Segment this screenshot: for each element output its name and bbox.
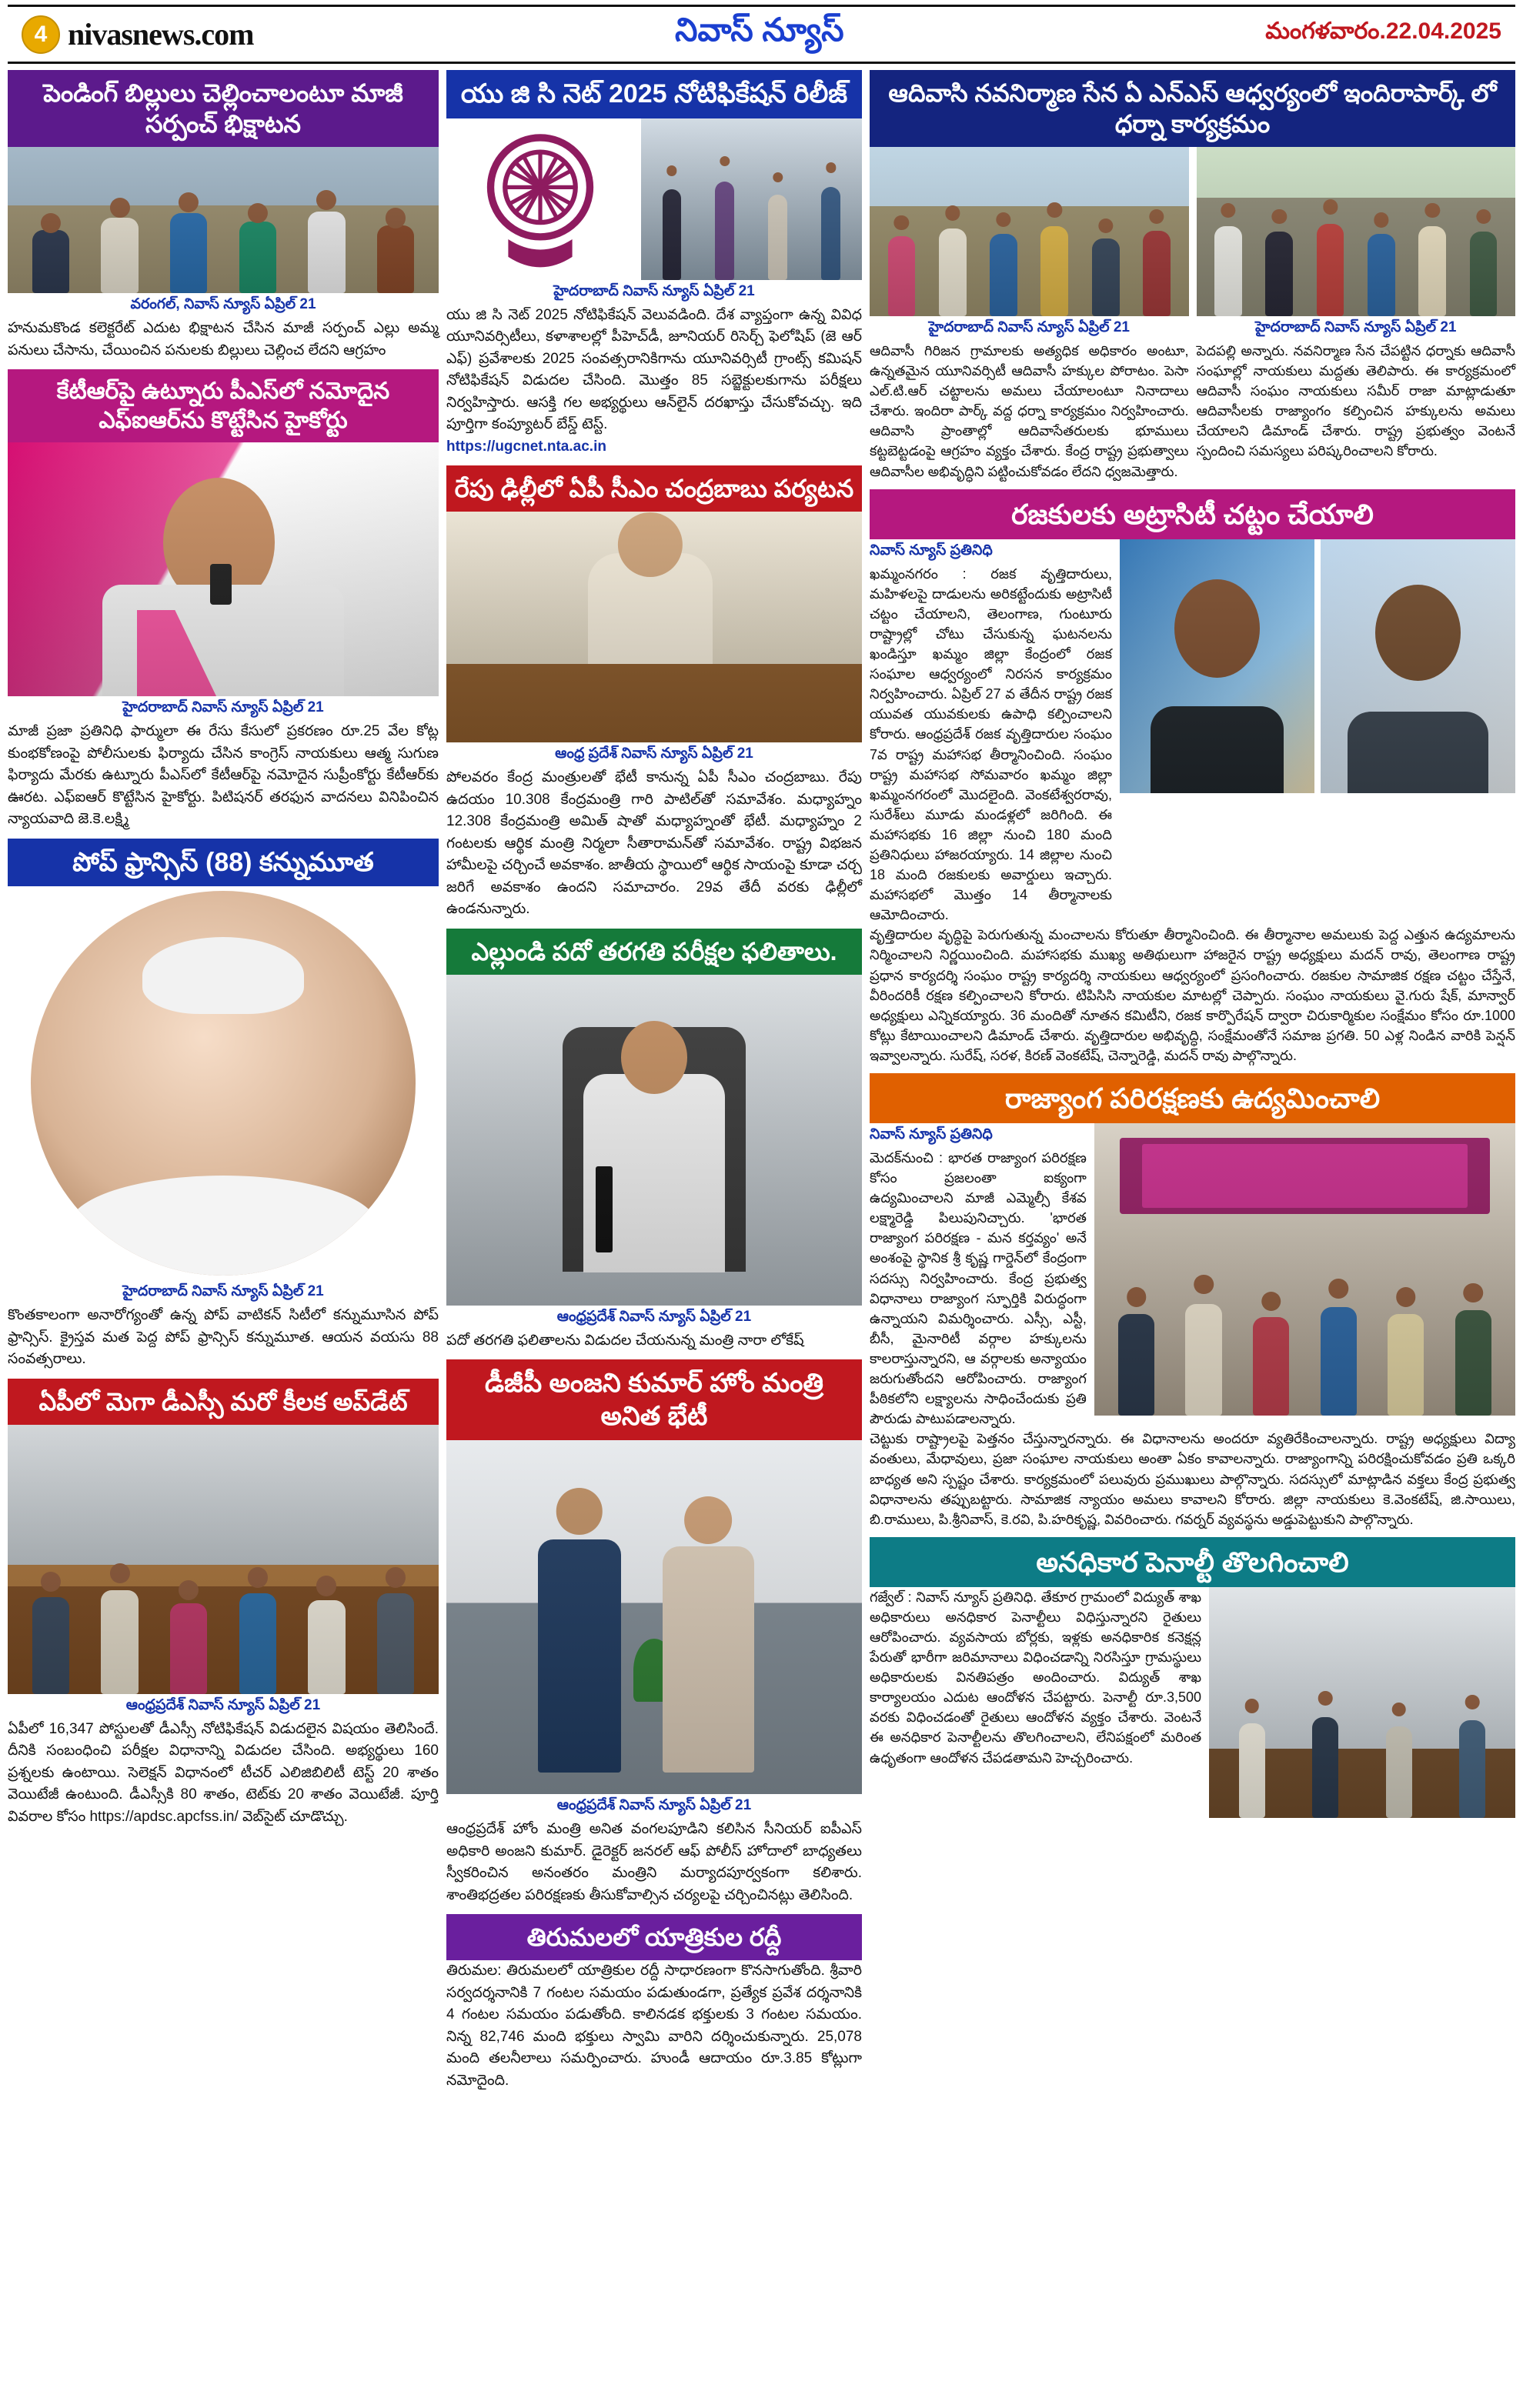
newspaper-page: [0, 5, 1523, 2107]
rajaka-text-left: [870, 539, 1112, 926]
ugc-emblem-icon: [446, 118, 635, 280]
page-columns: [0, 64, 1523, 2107]
headline-cbn-delhi: రేపు ఢిల్లీలో ఏపీ సీఎం చంద్రబాబు పర్యటన: [446, 465, 862, 512]
penalty-top: [870, 1587, 1515, 1818]
photo-pope: [31, 891, 416, 1276]
photo-rajaka-person-2: [1321, 539, 1515, 793]
link-ugcnet[interactable]: https://ugcnet.nta.ac.in: [446, 438, 606, 455]
caption-tenth-results: ఆంధ్రప్రదేశ్ నివాస్ న్యూస్ ఏప్రిల్ 21: [556, 1308, 752, 1325]
column-2: [446, 70, 862, 2092]
body-tenth-results: పదో తరగతి ఫలితాలను విడుదల చేయనున్న మంత్రి నారా లోకేష్: [446, 1332, 804, 1349]
headline-dgp-meeting: డీజీపీ అంజని కుమార్ హోం మంత్రి అనిత భేటీ: [446, 1359, 862, 1440]
body-tirumala-rush: తిరుమల: తిరుమలలో యాత్రికుల రద్దీ సాధారణంగా కొనసాగుతోంది. శ్రీవారి సర్వదర్శనానికి 7 గంటల సమయం పడుతుండగా, ప్రత్యేక ప్రవేశ దర్శనానికి 4 గంటల సమయం పడుతోంది. కాలినడక భక్తులకు 3 గంటల సమయం. నిన్న 82,746 మంది భక్తులు స్వామి వారిని దర్శించుకున్నారు. 25,078 మంది తలనీలాలు సమర్పించారు. హుండీ ఆదాయం రూ.3.85 కోట్లుగా నమోదైంది.: [446, 1963, 862, 2089]
photo-dharna-group: [1197, 147, 1516, 316]
body-adivasi-left: ఆదివాసీ గిరిజన గ్రామాలకు అత్యధిక అధికారం అంటూ, ఉన్నతమైన యూనివర్సిటీ ఆదివాసీ హక్కుల పోరాటం. పెసా ఎల్.టి.ఆర్ చట్టాలను అమలు చేయాలంటూ నినాదాలు చేశారు. ఇందిరా పార్క్ వద్ద ధర్నా కార్యక్రమం నిర్వహించారు. ఆదివాసి ప్రాంతాల్లో ఆదివాసేతరులకు భూములు కట్టబెట్టడంపై ఆగ్రహం వ్యక్తం చేశారు. కేంద్ర రాష్ట్ర ప్రభుత్వాలు ఆదివాసీల అభివృద్ధిని పట్టించుకోవడం లేదని ధ్వజమెత్తారు.: [870, 343, 1189, 479]
headline-ap-mega-dsc: ఏపీలో మెగా డీఎస్సీ మరో కీలక అప్‌డేట్: [8, 1379, 439, 1425]
headline-rajaka-act: రజకులకు అట్రాసిటీ చట్టం చేయాలి: [870, 489, 1515, 539]
headline-pope-francis: పోప్ ఫ్రాన్సిస్ (88) కన్నుమూత: [8, 839, 439, 887]
body-rajaka-right: వృత్తిదారుల వృద్ధిపై పెరుగుతున్న మంచాలను కోరుతూ తీర్మానించింది. ఈ తీర్మానాల అమలుకు పెద్ద ఎత్తున ఉద్యమాలను నిర్మించాలని నిర్ణయించింది. మహాసభకు ముఖ్య అతిథులుగా హాజరైన రాష్ట్ర అధ్యక్షులు మదన్ రావు, తెలంగాణ రాష్ట్ర ప్రధాన కార్యదర్శి సంఘం రాష్ట్ర కార్యదర్శి నాయకులు ఆధ్వర్యంలో ప్రసంగించారు. రజకుల సామాజిక రక్షణ చట్టం చేస్తేనే, వీరిందరికీ రక్షణ కల్పించాలని కోరారు. టిపిసిసి నాయకుల మాటల్లో చెప్పారు. సంఘం నాయకులు వై.గురు షేక్, మాన్వార్ అధ్యక్షులు ఎన్నికయ్యారు. 36 మందితో నూతన కమిటీని, రజక కార్పొరేషన్ ద్వారా చిరుకార్మికుల సంక్షేమం కోసం రూ.1000 కోట్లు కేటాయించాలని డిమాండ్ చేశారు. వృత్తిదారుల అభివృద్ధి, సంక్షేమంతోనే సమాజ ప్రగతి. 50 ఎళ్ల నిండిన వారికి పెన్షన్ ఇవ్వాలన్నారు. సురేష్, సరళ, కిరణ్ వెంకటేష్, చెన్నారెడ్డి, మదన్ రావు పాల్గొన్నారు.: [870, 927, 1515, 1063]
byline-constitution: నివాస్ న్యూస్ ప్రతినిధి: [870, 1126, 993, 1142]
issue-date: మంగళవారం.22.04.2025: [1265, 18, 1501, 44]
column-3: [870, 70, 1515, 2092]
article-pope-francis: [8, 839, 439, 1371]
headline-tirumala-rush: తిరుమలలో యాత్రికుల రద్దీ: [446, 1914, 862, 1960]
photo-students: [641, 118, 862, 280]
photo-lokesh-presser: [446, 975, 862, 1306]
body-dgp-meeting: ఆంధ్రప్రదేశ్ హోం మంత్రి అనిత వంగలపూడిని కలిసిన సీనియర్ ఐపీఎస్ అధికారి అంజని కుమార్. డైరెక్టర్ జనరల్ ఆఫ్ పోలీస్ హోదాలో బాధ్యతలు స్వీకరించిన అనంతరం మంత్రిని మర్యాదపూర్వకంగా కలిశారు. శాంతిభద్రతల పరిరక్షణకు తీసుకోవాల్సిన చర్యలపై చర్చించినట్లు తెలిసింది.: [446, 1821, 862, 1903]
constitution-photos: [1094, 1123, 1515, 1416]
photo-pair-adivasi: [870, 147, 1515, 316]
page-number-badge: 4: [22, 15, 60, 54]
photo-ugc-net: [446, 118, 862, 280]
column-1: [8, 70, 439, 2092]
photo-pope-wrap: [8, 886, 439, 1280]
photo-ktr: [8, 442, 439, 696]
paper-title: నివాస్ న్యూస్: [675, 12, 844, 48]
article-ktr-fir: [8, 369, 439, 831]
body-penalty: గజ్వేల్ : నివాస్ న్యూస్ ప్రతినిధి. తేకూర గ్రామంలో విద్యుత్ శాఖ అధికారులు అనధికార పెనాల్టీలు విధిస్తున్నారని రైతులు ఆరోపించారు. వ్యవసాయ బోర్లకు, ఇళ్లకు అనధికారిక కనెక్షన్ల పేరుతో భారీగా జరిమానాలు విధించడాన్ని నిరసిస్తూ గ్రామస్థులు అధికారులకు వినతిపత్రం అందించారు. విద్యుత్ శాఖ కార్యాలయం ఎదుట ఆందోళన చేపట్టారు. పెనాల్టీ రూ.3,500 వరకు విధించడంతో రైతులు ఆందోళన వ్యక్తం చేశారు. వెంటనే ఈ అనధికార పెనాల్టీలను తొలగించాలని, లేనిపక్షంలో మరింత ఉధృతంగా ఆందోళన చేపడతామని హెచ్చరించారు.: [870, 1589, 1202, 1766]
headline-tenth-results: ఎల్లుండి పదో తరగతి పరీక్షల ఫలితాలు.: [446, 929, 862, 975]
adivasi-bodies: [870, 341, 1515, 482]
caption-pending-bills: వరంగల్, నివాస్ న్యూస్ ఏప్రిల్ 21: [130, 296, 316, 312]
constitution-top: [870, 1123, 1515, 1429]
caption-ugc-net: హైదరాబాద్ నివాస్ న్యూస్ ఏప్రిల్ 21: [553, 282, 755, 299]
photo-office-meeting: [1209, 1587, 1515, 1818]
article-tenth-results: [446, 929, 862, 1352]
article-penalty: [870, 1537, 1515, 1818]
caption-dgp-meeting: ఆంధ్రప్రదేశ్ నివాస్ న్యూస్ ఏప్రిల్ 21: [556, 1797, 752, 1813]
photo-dharna-crowd: [870, 147, 1189, 316]
caption-ktr-fir: హైదరాబాద్ నివాస్ న్యూస్ ఏప్రిల్ 21: [122, 699, 324, 715]
body-cbn-delhi: పోలవరం కేంద్ర మంత్రులతో భేటీ కానున్న ఏపీ సీఎం చంద్రబాబు. రేపు ఉదయం 10.308 కేంద్రమంత్రి గారి పాటిల్‌తో సమావేశం. మధ్యాహ్నం 12.308 కేంద్రమంత్రి అమిత్ షాతో మధ్యాహ్నంతో భేటీ. మధ్యాహ్నం 2 గంటలకు ఆర్థిక మంత్రి నిర్మలా సీతారామన్‌తో సమావేశం. రాష్ట్ర విభజన హామీలపై చర్చించే అవకాశం. జాతీయ స్థాయిలో ఆర్థిక సాయంపై కూడా చర్చ జరిగే అవకాశం ఉందని సమాచారం. 29వ తేదీ వరకు ఢిల్లీలో ఉండనున్నారు.: [446, 769, 862, 917]
site-name[interactable]: nivasnews.com: [68, 17, 254, 52]
caption-pope-francis: హైదరాబాద్ నివాస్ న్యూస్ ఏప్రిల్ 21: [122, 1283, 324, 1299]
body-ktr-fir: మాజీ ప్రజా ప్రతినిధి ఫార్ములా ఈ రేసు కేసులో ప్రకరణం రూ.25 వేల కోట్ల కుంభకోణంపై పోలీసులకు ఫిర్యాదు చేసిన కాంగ్రెస్ నాయకులు ఆత్మ సుగుణ ఫిర్యాదు మేరకు ఉట్నూరు పీఎస్‌లో కేటీఆర్‌పై నమోదైన సుప్రీంకోర్టు కేటీఆర్‌కు ఊరట. ఎఫ్ఐఆర్ కొట్టేసిన హైకోర్టు. పిటిషనర్ తరఫున వాదనలు వినిపించిన న్యాయవాది జె.కె.లక్ష్మి: [8, 723, 439, 827]
rajaka-photos: [1120, 539, 1515, 793]
caption-ap-mega-dsc: ఆంధ్రప్రదేశ్ నివాస్ న్యూస్ ఏప్రిల్ 21: [125, 1696, 321, 1713]
photo-dgp-meeting: [446, 1440, 862, 1794]
masthead: [8, 5, 1515, 64]
article-rajaka-act: [870, 489, 1515, 1066]
adivasi-captions: [870, 316, 1515, 341]
article-adivasi-dharna: [870, 70, 1515, 482]
article-cbn-delhi: [446, 465, 862, 921]
caption-adivasi-left: హైదరాబాద్ నివాస్ న్యూస్ ఏప్రిల్ 21: [928, 319, 1130, 335]
body-constitution-left: మెదక్‌నుంచి : భారత రాజ్యాంగ పరిరక్షణ కోసం ప్రజలంతా ఐక్యంగా ఉద్యమించాలని మాజీ ఎమ్మెల్సీ కేశవ లక్ష్మారెడ్డి పిలుపునిచ్చారు. 'భారత రాజ్యాంగ పరిరక్షణ - మన కర్తవ్యం' అనే అంశంపై స్థానిక శ్రీ కృష్ణ గార్డెన్‌లో కేంద్రంగా సదస్సు నిర్వహించారు. కేంద్ర ప్రభుత్వ విధానాలు రాజ్యాంగ స్ఫూర్తికి విరుద్ధంగా ఉన్నాయని విమర్శించారు. ఎస్సీ, ఎస్టీ, బీసీ, మైనారిటీ వర్గాల హక్కులను కాలరాస్తున్నారని, ఆ వర్గాలకు అన్యాయం జరుగుతోందని ఆరోపించారు. రాజ్యాంగ పీఠికలోని లక్ష్యాలను సాధించేందుకు ప్రతి పౌరుడు పాటుపడాలన్నారు.: [870, 1150, 1087, 1427]
masthead-left: [22, 15, 253, 54]
body-constitution-right: చెట్టుకు రాష్ట్రాలపై పెత్తనం చేస్తున్నారన్నారు. ఈ విధానాలను అందరూ వ్యతిరేకించాలన్నారు. రాష్ట్ర అధ్యక్షులు విద్యా వంతులు, మేధావులు, ప్రజా సంఘాల నాయకులు అంతా ఏకం కావాలన్నారు. రాజ్యాంగాన్ని పరిరక్షించుకోవడం ప్రతి ఒక్కరి బాధ్యత అని స్పష్టం చేశారు. కార్యక్రమంలో పలువురు ప్రముఖులు పాల్గొన్నారు. సదస్సులో మాట్లాడిన వక్తలు కేంద్ర ప్రభుత్వ విధానాలను తప్పుబట్టారు. సామాజిక న్యాయం అమలు కావాలని కోరారు. జిల్లా నాయకులు కె.వెంకటేష్, జి.సాయిలు, బి.రాములు, పి.శ్రీనివాస్, కె.రవి, పి.హరికృష్ణ, వివరించారు. గవర్నర్ వ్యవస్థను అడ్డుపెట్టుకుని పాల్గొన్నారు.: [870, 1431, 1515, 1527]
body-pending-bills: హనుమకొండ కలెక్టరేట్ ఎదుట భిక్షాటన చేసిన మాజీ సర్పంచ్ ఎల్లు అమ్మ పనులు చేసాను, చేయించిన పనులకు బిల్లులు చెల్లించ లేదని ఆగ్రహం: [8, 320, 439, 359]
penalty-photo-wrap: [1209, 1587, 1515, 1818]
headline-ugc-net: యు జి సి నెట్ 2025 నోటిఫికేషన్ రిలీజ్: [446, 70, 862, 118]
body-rajaka-left: ఖమ్మంనగరం : రజక వృత్తిదారులు, మహిళలపై దాడులను అరికట్టేందుకు అట్రాసిటీ చట్టం చేయాలని, తెలంగాణ, గుంటూరు రాష్ట్రాల్లో చోటు చేసుకున్న ఘటనలను ఖండిస్తూ ఖమ్మం జిల్లా కేంద్రంలో రజక సంఘాల ఆధ్వర్యంలో నిరసన కార్యక్రమం నిర్వహించారు. ఏప్రిల్ 27 వ తేదీన రాష్ట్ర రజక యువత యువకులకు ఉపాధి కల్పించాలని కోరారు. ఆంధ్రప్రదేశ్ రజక వృత్తిదారుల సంఘం 7వ రాష్ట్ర మహాసభ తీర్మానించింది. సంఘం రాష్ట్ర మహాసభ సోమవారం ఖమ్మం జిల్లా ఖమ్మంనగరంలో మొదలైంది. వెంకటేశ్వరరావు, సురేశ్‌లు మూడు మండళ్లలో జరిగింది. ఈ మహాసభకు 16 జిల్లా నుంచి 180 మంది ప్రతినిధులు హాజరయ్యారు. 14 జిల్లాల నుంచి 18 మంది రజకులకు అవార్డులు ఇచ్చారు. మహాసభలో మొత్తం 14 తీర్మానాలకు ఆమోదించారు.: [870, 565, 1113, 923]
article-ugc-net: [446, 70, 862, 458]
body-adivasi-right: పెదపల్లి అన్నారు. నవనిర్మాణ సేన చేపట్టిన ధర్నాకు ఆదివాసీ సంఘాల్లో నాయకులు మద్దతు తెలిపారు. ఈ కార్యక్రమంలో ఆదివాసీ సంఘం నాయకులు సమీర్ రాజా మాట్లాడుతూ ఆదివాసీలకు రాజ్యాంగం కల్పించిన హక్కులను అమలు చేయాలని డిమాండ్ చేశారు. రాష్ట్ర ప్రభుత్వం వెంటనే స్పందించి సమస్యలు పరిష్కరించాలని కోరారు.: [1196, 343, 1515, 459]
body-ap-mega-dsc: ఏపీలో 16,347 పోస్టులతో డీఎస్సీ నోటిఫికేషన్ విడుదలైన విషయం తెలిసిందే. దీనికి సంబంధించి పరీక్షల విధానాన్ని విడుదల చేసింది. అభ్యర్థులు 160 ప్రశ్నలకు ఉంటాయి. సెలెక్షన్ విధానంలో టీచర్ ఎలిజిబిలిటీ టెస్ట్ 20 శాతం వెయిటేజీ ఉంటుంది. డీఎస్సీకి 80 శాతం, టెట్‌కు 20 శాతం వెయిటేజీ. పూర్తి వివరాల కోసం https://apdsc.apcfss.in/ వెబ్‌సైట్ చూడొచ్చు.: [8, 1720, 439, 1825]
article-dgp-meeting: [446, 1359, 862, 1906]
byline-rajaka: నివాస్ న్యూస్ ప్రతినిధి: [870, 542, 993, 559]
photo-exam-hall: [8, 1425, 439, 1694]
article-constitution: [870, 1073, 1515, 1529]
article-tirumala-rush: [446, 1914, 862, 2092]
article-ap-mega-dsc: [8, 1379, 439, 1829]
photo-chandrababu: [446, 512, 862, 742]
body-ugc-net: యు జి సి నెట్ 2025 నోటిఫికేషన్ వెలువడింది. దేశ వ్యాప్తంగా ఉన్న వివిధ యూనివర్సిటీలు, కళాశాలల్లో పీహెచ్‌డీ, జూనియర్ రిసెర్చ్ ఫెలోషిప్ (జె ఆర్ ఎఫ్) ప్రవేశాలకు 2025 సంవత్సరానికిగాను యూనివర్సిటీ గ్రాంట్స్ కమిషన్ నోటిఫికేషన్ విడుదల చేసింది. మొత్తం 85 సబ్జెక్టులకుగాను పరీక్షలు నిర్వహిస్తారు. ఆసక్తి గల అభ్యర్థులు ఆన్‌లైన్ దరఖాస్తు చేసుకోవచ్చు. ఇది పూర్తిగా కంప్యూటర్ బేస్డ్ టెస్ట్.: [446, 306, 862, 432]
caption-cbn-delhi: ఆంధ్ర ప్రదేశ్ నివాస్ న్యూస్ ఏప్రిల్ 21: [555, 745, 753, 762]
headline-ktr-fir: కేటీఆర్‌పై ఉట్నూరు పీఎస్‌లో నమోదైన ఎఫ్ఐఆర్‌ను కొట్టేసిన హైకోర్టు: [8, 369, 439, 442]
headline-pending-bills: పెండింగ్ బిల్లులు చెల్లించాలంటూ మాజీ సర్పంచ్ భిక్షాటన: [8, 70, 439, 147]
rajaka-top: [870, 539, 1515, 926]
constitution-text-left: [870, 1123, 1087, 1429]
photo-sarpanch-protest: [8, 147, 439, 293]
headline-constitution: రాజ్యాంగ పరిరక్షణకు ఉద్యమించాలి: [870, 1073, 1515, 1123]
body-pope-francis: కొంతకాలంగా అనారోగ్యంతో ఉన్న పోప్ వాటికన్ సిటీలో కన్నుమూసిన పోప్ ఫ్రాన్సిస్. క్రైస్తవ మత పెద్ద పోప్ ఫ్రాన్సిస్ కన్నుమూత. ఆయన వయసు 88 సంవత్సరాలు.: [8, 1307, 439, 1367]
article-pending-bills: [8, 70, 439, 362]
caption-adivasi-right: హైదరాబాద్ నివాస్ న్యూస్ ఏప్రిల్ 21: [1255, 319, 1457, 335]
headline-penalty: అనధికార పెనాల్టీ తొలగించాలి: [870, 1537, 1515, 1587]
photo-rajaka-person-1: [1120, 539, 1314, 793]
photo-seminar: [1094, 1123, 1515, 1416]
headline-adivasi-dharna: ఆదివాసి నవనిర్మాణ సేన ఏ ఎన్ఎస్ ఆధ్వర్యంలో ఇందిరాపార్క్ లో ధర్నా కార్యక్రమం: [870, 70, 1515, 147]
